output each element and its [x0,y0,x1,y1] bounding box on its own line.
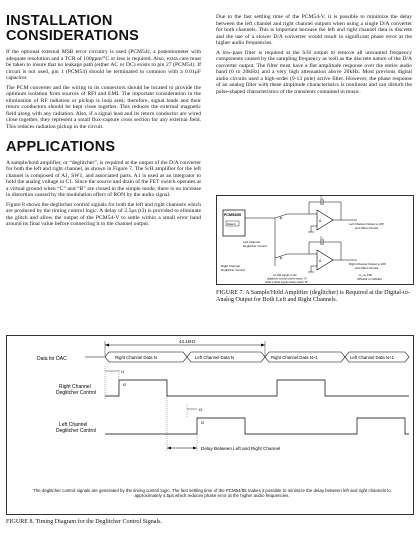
right-ctrl-label-2: Deglitcher Control [56,390,97,396]
data-cell-1-label: Right Channel Data N [115,355,157,360]
applications-paragraph-2: Figure 8 shows the deglitcher control signals for both the left and right channels which are produced by the timing control logic. A delay of 2.5µs (t3) is provided to eliminate the glitch and allow the output of the PCM54-V to settle within a small error band around its final value before connecting it to the channel output. [6,201,201,228]
right-output-label: Right Channel Output to LPF [349,262,387,266]
delay-label: Delay Between Left and Right Channel [201,446,281,451]
data-cell-3-label: Right Channel Data N+1 [271,355,318,360]
svg-text:and Other Circuits: and Other Circuits [355,226,379,230]
t2-label-right: t2 [123,382,127,387]
t3-label: t3 [199,407,203,412]
installation-paragraph-2: The PCM converter and the wiring to its connectors should be located to provide the optimum isolation from sources of RFI and EMI. The important consideration in the elimination of RF radiation or pickup is loop area; therefore, signal leads and their return conductors should be kept close together. This reduces the external magnetic field along with any radiation. Also, if a signal lead and its return conductor are wired close together, they represent a small flux-capture cross section for any external field. This reduces radiation pickup in the circuit. [6,84,201,131]
left-ctrl-label-2: Deglitcher Control [56,428,97,434]
period-label: 44.1kHz [179,339,196,344]
svg-text:A: A [319,259,322,263]
left-ctrl-label-1: Left Channel [59,422,88,428]
right-ctrl-label-1: Right Channel [59,384,91,390]
svg-text:OPA101 or OPA404: OPA101 or OPA404 [357,277,382,281]
applications-title: APPLICATIONS [6,138,116,155]
svg-text:C₂: C₂ [320,235,324,240]
t1-label: t1 [121,369,125,374]
figure-7-label: FIGURE 7. [216,290,245,296]
figure-8-caption-text: Timing Diagram for the Deglitcher Control Signals. [35,519,163,525]
svg-text:C₁: C₁ [320,196,324,200]
timing-svg [7,336,413,486]
installation-title: INSTALLATION CONSIDERATIONS [6,13,140,44]
svg-text:deglitcher control closes swit: deglitcher control closes switch “A” [267,277,307,281]
figure-7-caption [216,290,412,304]
right-column [216,14,412,99]
left-column [6,14,201,231]
right-paragraph-1: Due to the fast settling time of the PCM54-V, it is possible to minimize the delay between the left channel and right channel outputs when using a single D/A converter for both channels. This is important because the left and right channel data is discrete and the use of a slower D/A converter would result in significant phase error at the higher audio frequencies. [216,14,412,47]
svg-text:Deglitcher Control: Deglitcher Control [243,244,268,248]
svg-text:and Other Circuits: and Other Circuits [355,266,379,270]
figure-8-caption [6,519,412,526]
installation-paragraph-1: If the optional external MSB error circuitry is used (PCM54), a potentiometer with adequate resolution and a TCR of 100ppm/°C or less is required. Also, extra care must be taken to insure that no leakage path (either AC or DC) exists to pin 27 (PCM54). If circuit is not used, pin 1 (PCM54) should be terminated to common with a 0.01µF capacitor. [6,49,201,82]
left-ctrl-waveform [105,418,409,434]
data-in-label: Data In [227,221,237,226]
data-cell-2-label: Left Channel Data N [195,355,234,360]
applications-paragraph-1: A sample/hold amplifier, or “deglitcher”, is required at the output of the D/A converter for both the left and right channel, as shown in Figure 7. The S/H amplifier for the left channel is composed of A1, SW1, and associated parts. A1 is used as an integrator to hold the analog voltage in C1. Since the source and drain of the FET switch operates at a virtual ground when “C” and “B” are closed in the simple mode, there is no increase in distortion caused by the modulation effect of RON by the audio signal. [6,159,201,199]
right-control-label: Right Channel [221,264,241,268]
right-paragraph-2: A low-pass filter is required at the S/H output to remove all unwanted frequency components caused by the sampling frequency as well as the discrete nature of the D/A converter output. The filter must have a flat amplitude response over the entire audio band (0 to 20kHz) and a very high attenuation above 20kHz. Most previous digital audio circuits used a high-order (9-13 pole) active filter. However, the phase response of an analog filter with these amplitude characteristics is nonlinear and can disturb the pulse-shaped characteristics of the transients contained in music. [216,49,412,96]
figure-8-timing-diagram [6,335,414,515]
data-cell-4-label: Left Channel Data N+1 [350,355,394,360]
left-control-label: Left Channel [243,240,261,244]
svg-text:A: A [319,219,322,223]
switch-note: A LOW signal on the [273,274,297,277]
pcm-label: PCM54/55 [224,213,241,217]
schematic-svg [217,196,413,284]
figure-7-schematic [216,195,414,285]
amp-note: A₁, A₂ ATE [359,273,373,277]
figure-8-note: The deglitcher control signals are generated by the timing control logic. The fast settling time of the PCM54/55 makes it possible to minimize the delay between left and right channels to approximately 4.5µs which reduces phase error at the higher audio frequencies. [33,488,391,499]
data-for-dac-label: Data for DAC [37,356,67,362]
svg-text:while a HIGH signal closes swi: while a HIGH signal closes switch “B”. [265,281,309,284]
figure-7-caption-text: A Sample/Hold Amplifier (deglitcher) is Required at the Digital-to-Analog Output for Both Left and Right Channels. [216,290,410,303]
left-output-label: Left Channel Output to LPF [349,222,385,226]
right-ctrl-waveform [105,380,409,396]
svg-text:Deglitcher Control: Deglitcher Control [221,268,246,272]
t2-label-left: t2 [201,420,205,425]
figure-8-label: FIGURE 8. [6,519,35,525]
